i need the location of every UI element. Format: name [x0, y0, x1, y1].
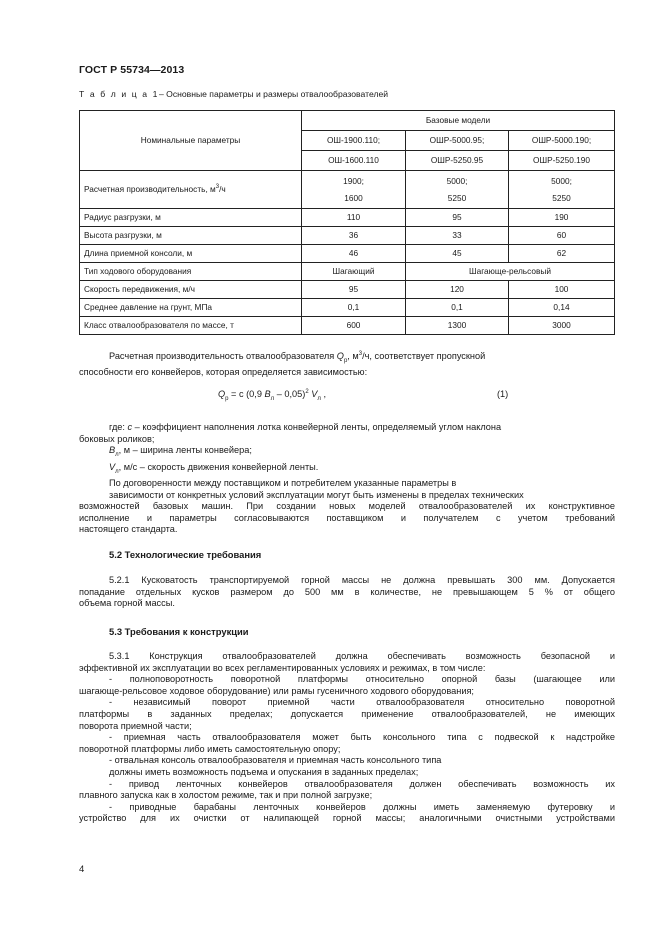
- table-caption-text: – Основные параметры и размеры отвалообразователей: [158, 89, 389, 99]
- table-row: [80, 171, 615, 209]
- value-cell: 100: [509, 281, 615, 299]
- section-5-3-text: 5.3.1 Конструкция отвалообразователей должна обеспечивать возможность безопасной и эффективной их эксплуатации во всех регламентированных условиях и режимах, в том числе: - полноповоротность поворотной платформы относительно опорной базы (шагающее или шагающе-рельсовое ходовое оборудование) или рамы гусеничного ходового оборудования; - независимый поворот приемной части отвалообразователя относительно поворотной платформы в заданных пределах; допускается применение отвалообразователей, не имеющих поворота приемной части; - приемная часть отвалообразователя может быть консольного типа с подвеской к надстройке поворотной платформы либо иметь самостоятельную опору; - отвальная консоль отвалообразователя и приемная часть консольного типа должны иметь возможность подъема и опускания в заданных пределах; - привод ленточных конвейеров отвалообразователя должен обеспечивать возможность их плавного запуска как в холостом режиме, так и при полной загрузке; - приводные барабаны ленточных конвейеров должны иметь заменяемую футеровку и устройство для их очистки от налипающей горной массы; аналогичными очистными устройствами: [79, 651, 615, 824]
- row-label: Скорость передвижения, м/ч: [80, 281, 302, 299]
- table-row: [80, 263, 615, 281]
- table-row: [80, 245, 615, 263]
- table-row: [80, 209, 615, 227]
- value-cell: 45: [406, 245, 509, 263]
- model-cell: ОШР-5250.190: [509, 151, 615, 171]
- table-caption-label: Т а б л и ц а 1: [79, 89, 159, 99]
- value-cell: 3000: [509, 317, 615, 335]
- row-label: Класс отвалообразователя по массе, т: [80, 317, 302, 335]
- value-cell: 46: [302, 245, 406, 263]
- model-cell: ОШР-5000.190;: [509, 131, 615, 151]
- parameters-table: [79, 110, 615, 335]
- table-row: [80, 227, 615, 245]
- value-cell: 0,14: [509, 299, 615, 317]
- value-cell: 0,1: [302, 299, 406, 317]
- value-cell: 600: [302, 317, 406, 335]
- page-number: 4: [79, 864, 85, 875]
- row-label: Радиус разгрузки, м: [80, 209, 302, 227]
- table-row: [80, 281, 615, 299]
- value-cell: 33: [406, 227, 509, 245]
- row-label: Длина приемной консоли, м: [80, 245, 302, 263]
- model-cell: ОШР-5250.95: [406, 151, 509, 171]
- value-cell: 5000; 5250: [406, 171, 509, 209]
- table-row: [80, 317, 615, 335]
- value-cell: 95: [302, 281, 406, 299]
- section-heading-5-2: 5.2 Технологические требования: [109, 549, 262, 560]
- section-5-2-text: 5.2.1 Кусковатость транспортируемой горной массы не должна превышать 300 мм. Допускается попадание отдельных кусков размером до 500 мм в количестве, не превышающем 5 % от общего объема горной массы.: [79, 575, 615, 609]
- value-cell: 1900; 1600: [302, 171, 406, 209]
- row-label: Тип ходового оборудования: [80, 263, 302, 281]
- value-cell: Шагающий: [302, 263, 406, 281]
- table-row: [80, 299, 615, 317]
- value-cell: 1300: [406, 317, 509, 335]
- formula-number: (1): [497, 389, 509, 399]
- row-label: Среднее давление на грунт, МПа: [80, 299, 302, 317]
- value-cell: 62: [509, 245, 615, 263]
- capacity-formula: $Q_р = с$ (0,9 $B_л - 0,05)^2$ $V_л$ ,: [218, 389, 326, 402]
- value-cell: 60: [509, 227, 615, 245]
- value-cell: 190: [509, 209, 615, 227]
- document-code: ГОСТ Р 55734—2013: [79, 64, 185, 76]
- value-cell: 5000; 5250: [509, 171, 615, 209]
- table-caption: [79, 89, 388, 99]
- value-cell: 110: [302, 209, 406, 227]
- formula-explanation: где: с – коэффициент наполнения лотка конвейерной ленты, определяемый углом наклона боковых роликов; $B_л$, м – ширина ленты конвейера; $V_л$, м/с – скорость движения конвейерной ленты. По договоренности между поставщиком и потребителем указанные параметры в зависимости от конкретных условий эксплуатации могут быть изменены в пределах технических возможностей базовых машин. При создании новых моделей отвалообразователей их конструктивное исполнение и параметры согласовываются поставщиком и получателем с учетом требований настоящего стандарта.: [79, 422, 615, 535]
- model-cell: ОШ-1600.110: [302, 151, 406, 171]
- value-cell: 0,1: [406, 299, 509, 317]
- models-header-cell: Базовые модели: [302, 111, 615, 131]
- value-cell: 120: [406, 281, 509, 299]
- model-cell: ОШР-5000.95;: [406, 131, 509, 151]
- value-cell: 36: [302, 227, 406, 245]
- section-heading-5-3: 5.3 Требования к конструкции: [109, 626, 249, 637]
- row-label: Высота разгрузки, м: [80, 227, 302, 245]
- table-header-row: [80, 111, 615, 131]
- value-cell: 95: [406, 209, 509, 227]
- model-cell: ОШ-1900.110;: [302, 131, 406, 151]
- row-label: Расчетная производительность, $м^3/ч$: [80, 171, 302, 209]
- value-cell: Шагающе-рельсовый: [406, 263, 615, 281]
- intro-paragraph: Расчетная производительность отвалообразователя $Q_р$, $м^3/ч$, соответствует пропускной способности его конвейеров, которая определяется зависимостью:: [79, 351, 486, 378]
- param-header-cell: Номинальные параметры: [80, 111, 302, 171]
